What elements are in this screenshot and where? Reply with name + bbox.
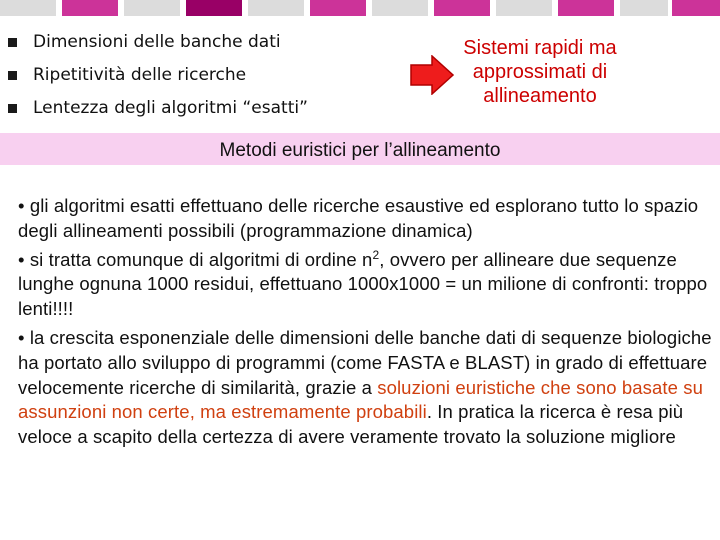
square-bullet-icon — [8, 38, 17, 47]
list-item — [8, 98, 308, 131]
strip-segment — [310, 0, 366, 16]
highlighted-text: soluzioni euristiche che sono basate su assunzioni non certe, ma estremamente probabili — [18, 376, 704, 423]
paragraph — [18, 326, 718, 450]
paragraph-text: , ovvero per allineare due sequenze lunghe ognuna 1000 residui, effettuano 1000x1000 = un milione di confronti: troppo lenti!!!! — [18, 248, 708, 320]
strip-segment — [0, 0, 56, 16]
strip-segment — [496, 0, 552, 16]
list-item-label: Lentezza degli algoritmi “esatti” — [33, 98, 308, 118]
callout-line: Sistemi rapidi ma — [463, 37, 617, 59]
square-bullet-icon — [8, 104, 17, 113]
strip-segment — [620, 0, 668, 16]
section-title: Metodi euristici per l’allineamento — [219, 140, 501, 161]
body-text — [18, 194, 718, 450]
paragraph-text: • gli algoritmi esatti effettuano delle ricerche esaustive ed esplorano tutto lo spazio degli allineamenti possibili (programmazione dinamica) — [18, 195, 699, 241]
strip-segment — [62, 0, 118, 16]
square-bullet-icon — [8, 71, 17, 80]
strip-segment — [248, 0, 304, 16]
list-item-label: Ripetitività delle ricerche — [33, 65, 247, 85]
paragraph — [18, 248, 718, 322]
callout-text — [440, 36, 640, 108]
exponent: 2 — [372, 247, 380, 262]
strip-segment — [124, 0, 180, 16]
strip-segment — [434, 0, 490, 16]
callout-line: allineamento — [483, 85, 597, 107]
list-item — [8, 65, 308, 98]
callout-line: approssimati di — [472, 61, 608, 83]
section-banner — [0, 133, 720, 165]
intro-bullet-list — [8, 32, 308, 131]
strip-segment — [186, 0, 242, 16]
header-color-strip — [0, 0, 720, 16]
strip-segment — [372, 0, 428, 16]
list-item — [8, 32, 308, 65]
paragraph-text: . In pratica la ricerca è resa più veloce a scapito della certezza di avere veramente trovato la soluzione migliore — [18, 401, 684, 448]
strip-segment — [672, 0, 720, 16]
paragraph — [18, 194, 718, 244]
list-item-label: Dimensioni delle banche dati — [33, 32, 281, 52]
paragraph-text: • si tratta comunque di algoritmi di ordine n — [18, 248, 373, 270]
paragraph-text: • la crescita esponenziale delle dimensioni delle banche dati di sequenze biologiche ha portato allo sviluppo di programmi (come FASTA e BLAST) in grado di effettuare velocemente ricerche di similarità, grazie a — [18, 326, 712, 398]
strip-segment — [558, 0, 614, 16]
